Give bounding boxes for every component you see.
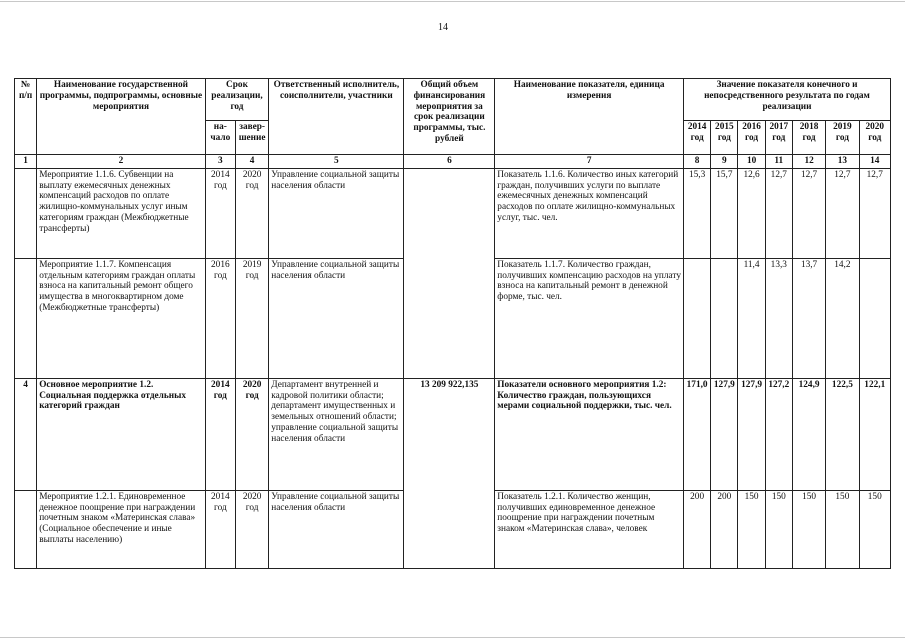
indicator: Показатель 1.2.1. Количество женщин, получивших единовременное денежное поощрение при награждении почетным знаком «Материнская слава», человек <box>495 490 684 568</box>
value-2019: 122,5 <box>826 378 859 490</box>
header-year: 2014 год <box>684 121 711 155</box>
end-year: 2020 год <box>235 378 268 490</box>
value-2019: 150 <box>826 490 859 568</box>
column-number: 7 <box>495 155 684 169</box>
column-number: 4 <box>235 155 268 169</box>
header-year: 2019 год <box>826 121 859 155</box>
column-number: 14 <box>859 155 890 169</box>
activity-name: Мероприятие 1.2.1. Единовременное денежное поощрение при награждении почетным знаком «Материнская слава» (Социальное обеспечение и иные выплаты населению) <box>37 490 206 568</box>
row-number: 4 <box>15 378 37 490</box>
column-number: 5 <box>269 155 404 169</box>
value-2015: 15,7 <box>711 168 738 258</box>
indicator: Показатель 1.1.7. Количество граждан, получивших компенсацию расходов на уплату взноса на капитальный ремонт в денежной форме, тыс. чел. <box>495 258 684 378</box>
executor: Управление социальной защиты населения области <box>269 168 404 258</box>
row-number <box>15 168 37 258</box>
start-year: 2016 год <box>205 258 235 378</box>
value-2019: 12,7 <box>826 168 859 258</box>
header-indicator: Наименование показателя, единица измерения <box>495 79 684 155</box>
value-2015 <box>711 258 738 378</box>
table-row <box>15 378 891 490</box>
column-number: 13 <box>826 155 859 169</box>
value-2018: 13,7 <box>792 258 825 378</box>
value-2017: 127,2 <box>765 378 792 490</box>
value-2020: 12,7 <box>859 168 890 258</box>
value-2020 <box>859 258 890 378</box>
value-2018: 12,7 <box>792 168 825 258</box>
start-year: 2014 год <box>205 168 235 258</box>
funding <box>404 168 495 378</box>
end-year: 2019 год <box>235 258 268 378</box>
value-2014: 200 <box>684 490 711 568</box>
end-year: 2020 год <box>235 490 268 568</box>
table-row <box>15 168 891 258</box>
value-2016: 150 <box>738 490 765 568</box>
page-number: 14 <box>438 22 448 33</box>
executor: Департамент внутренней и кадровой политики области; департамент имущественных и земельных отношений области; управление социальной защиты населения области <box>269 378 404 490</box>
value-2019: 14,2 <box>826 258 859 378</box>
executor: Управление социальной защиты населения области <box>269 490 404 568</box>
executor: Управление социальной защиты населения области <box>269 258 404 378</box>
header-end: завер-шение <box>235 121 268 155</box>
column-number: 12 <box>792 155 825 169</box>
value-2017: 150 <box>765 490 792 568</box>
indicator: Показатели основного мероприятия 1.2: Количество граждан, пользующихся мерами социальной поддержки, тыс. чел. <box>495 378 684 490</box>
value-2016: 11,4 <box>738 258 765 378</box>
activity-name: Мероприятие 1.1.6. Субвенции на выплату ежемесячных денежных компенсаций расходов по оплате жилищно-коммунальных услуг иным категориям граждан (Межбюджетные трансферты) <box>37 168 206 258</box>
column-number-row <box>15 155 891 169</box>
activity-name: Основное мероприятие 1.2. Социальная поддержка отдельных категорий граждан <box>37 378 206 490</box>
column-number: 6 <box>404 155 495 169</box>
value-2017: 13,3 <box>765 258 792 378</box>
start-year: 2014 год <box>205 378 235 490</box>
header-funding: Общий объем финансирования мероприятия за срок реализации программы, тыс. рублей <box>404 79 495 155</box>
value-2017: 12,7 <box>765 168 792 258</box>
header-year: 2015 год <box>711 121 738 155</box>
value-2016: 12,6 <box>738 168 765 258</box>
activity-name: Мероприятие 1.1.7. Компенсация отдельным категориям граждан оплаты взноса на капитальный ремонт общего имущества в многоквартирном доме (Межбюджетные трансферты) <box>37 258 206 378</box>
header-period: Срок реализации, год <box>205 79 269 121</box>
value-2014: 171,0 <box>684 378 711 490</box>
column-number: 1 <box>15 155 37 169</box>
start-year: 2014 год <box>205 490 235 568</box>
column-number: 2 <box>37 155 206 169</box>
header-year: 2016 год <box>738 121 765 155</box>
header-year: 2020 год <box>859 121 890 155</box>
value-2020: 122,1 <box>859 378 890 490</box>
value-2014 <box>684 258 711 378</box>
column-number: 8 <box>684 155 711 169</box>
value-2018: 150 <box>792 490 825 568</box>
column-number: 9 <box>711 155 738 169</box>
header-values: Значение показателя конечного и непосредственного результата по годам реализации <box>684 79 891 121</box>
row-number <box>15 258 37 378</box>
header-row-1 <box>15 79 891 121</box>
value-2018: 124,9 <box>792 378 825 490</box>
column-number: 3 <box>205 155 235 169</box>
row-number <box>15 490 37 568</box>
value-2020: 150 <box>859 490 890 568</box>
end-year: 2020 год <box>235 168 268 258</box>
header-start: на-чало <box>205 121 235 155</box>
program-table <box>14 78 891 569</box>
header-executor: Ответственный исполнитель, соисполнители, участники <box>269 79 404 155</box>
header-program-name: Наименование государственной программы, подпрограммы, основные мероприятия <box>37 79 206 155</box>
value-2014: 15,3 <box>684 168 711 258</box>
indicator: Показатель 1.1.6. Количество иных категорий граждан, получивших услуги по выплате ежемесячных денежных компенсаций расходов по оплате жилищно-коммунальных услуг, тыс. чел. <box>495 168 684 258</box>
header-num: № п/п <box>15 79 37 155</box>
header-year: 2017 год <box>765 121 792 155</box>
header-year: 2018 год <box>792 121 825 155</box>
column-number: 10 <box>738 155 765 169</box>
value-2015: 127,9 <box>711 378 738 490</box>
scan-artifact <box>0 1 905 2</box>
value-2016: 127,9 <box>738 378 765 490</box>
funding: 13 209 922,135 <box>404 378 495 568</box>
value-2015: 200 <box>711 490 738 568</box>
scan-artifact <box>0 637 905 638</box>
column-number: 11 <box>765 155 792 169</box>
